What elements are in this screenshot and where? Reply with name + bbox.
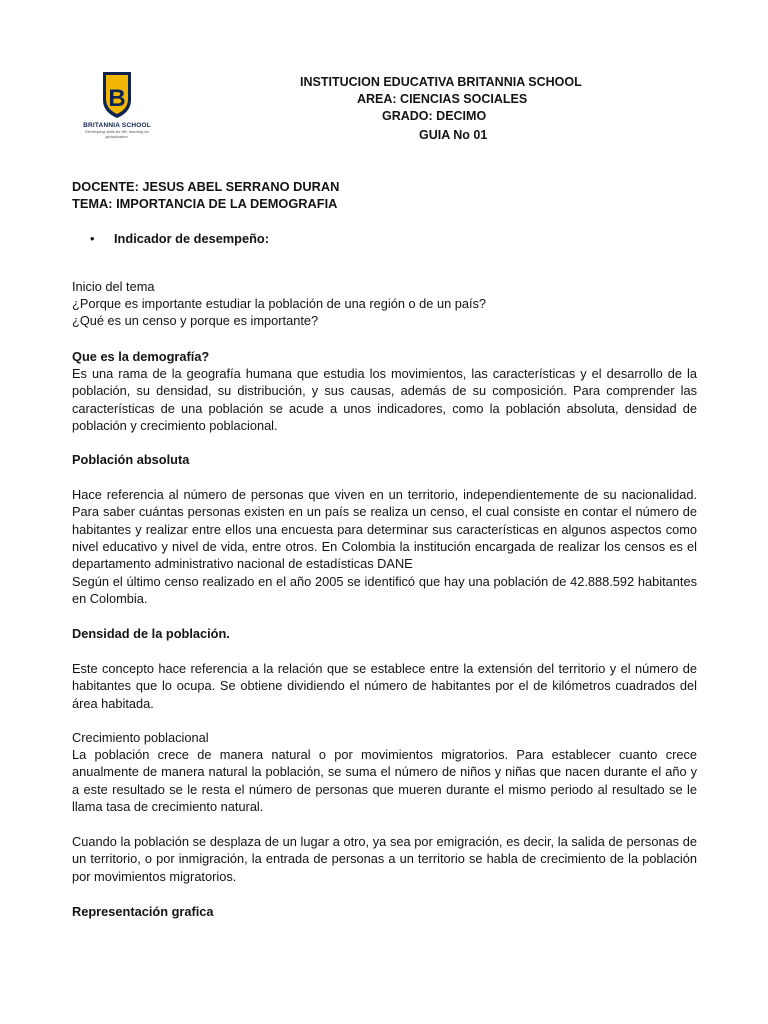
absolute-population-body: Hace referencia al número de personas que viven en un territorio, independientemente de su nacionalidad. Para saber cuántas personas existen en un país se realiza un censo, el cual consiste en contar el número de habitantes y realizar entre ellos una encuesta para determinar sus características en algunos aspectos como nivel educativo y nivel de vida, entre otros. En Colombia la institución encargada de realizar los censos es el departamento administrativo nacional de estadísticas DANE: [72, 487, 697, 572]
absolute-population-heading: Población absoluta: [72, 452, 190, 467]
logo-tagline: Developing skills for life, learning for globalization.: [84, 129, 150, 139]
header-guide: GUIA No 01: [419, 128, 488, 142]
intro-title: Inicio del tema: [72, 279, 155, 294]
demography-heading: Que es la demografía?: [72, 349, 210, 364]
growth-heading: Crecimiento poblacional: [72, 730, 209, 745]
graphic-heading: Representación grafica: [72, 904, 214, 919]
indicator-label: Indicador de desempeño:: [114, 231, 270, 246]
teacher-line: DOCENTE: JESUS ABEL SERRANO DURAN: [72, 179, 340, 194]
shield-icon: [82, 70, 152, 120]
migration-body: Cuando la población se desplaza de un lugar a otro, ya sea por emigración, es decir, la salida de personas de un territorio, o por inmigración, la entrada de personas a un territorio se habla de crecimiento de la población por movimientos migratorios.: [72, 834, 697, 884]
census-body: Según el último censo realizado en el año 2005 se identificó que hay una población de 42.888.592 habitantes en Colombia.: [72, 574, 697, 607]
density-body: Este concepto hace referencia a la relación que se establece entre la extensión del territorio y el número de habitantes que lo ocupa. Se obtiene dividiendo el número de habitantes por el de kilómetros cuadrados del área habitada.: [72, 661, 697, 711]
bullet-icon: •: [90, 231, 95, 246]
header-grade: GRADO: DECIMO: [382, 109, 487, 123]
density-heading: Densidad de la población.: [72, 626, 230, 641]
header-institution: INSTITUCION EDUCATIVA BRITANNIA SCHOOL: [300, 75, 582, 89]
indicator-bullet: [90, 230, 269, 247]
growth-body: La población crece de manera natural o por movimientos migratorios. Para establecer cuanto crece anualmente de manera natural la población, se suma el número de niños y niñas que nacen durante el año y a este resultado se le resta el número de personas que mueren durante el mismo periodo al resultado se le llama tasa de crecimiento natural.: [72, 747, 697, 814]
header-area: AREA: CIENCIAS SOCIALES: [357, 92, 528, 106]
intro-question-2: ¿Qué es un censo y porque es importante?: [72, 313, 319, 328]
logo-letter: B: [108, 85, 126, 112]
demography-body: Es una rama de la geografía humana que estudia los movimientos, las características y el desarrollo de la población, su densidad, su distribución, y sus causas, además de su composición. Para comprender las características de una población se acude a unos indicadores, como la población absoluta, densidad de población y crecimiento poblacional.: [72, 366, 697, 433]
school-logo: [82, 70, 152, 148]
topic-line: TEMA: IMPORTANCIA DE LA DEMOGRAFIA: [72, 196, 338, 211]
intro-question-1: ¿Porque es importante estudiar la población de una región o de un país?: [72, 296, 487, 311]
logo-brand: BRITANNIA SCHOOL: [83, 122, 151, 129]
